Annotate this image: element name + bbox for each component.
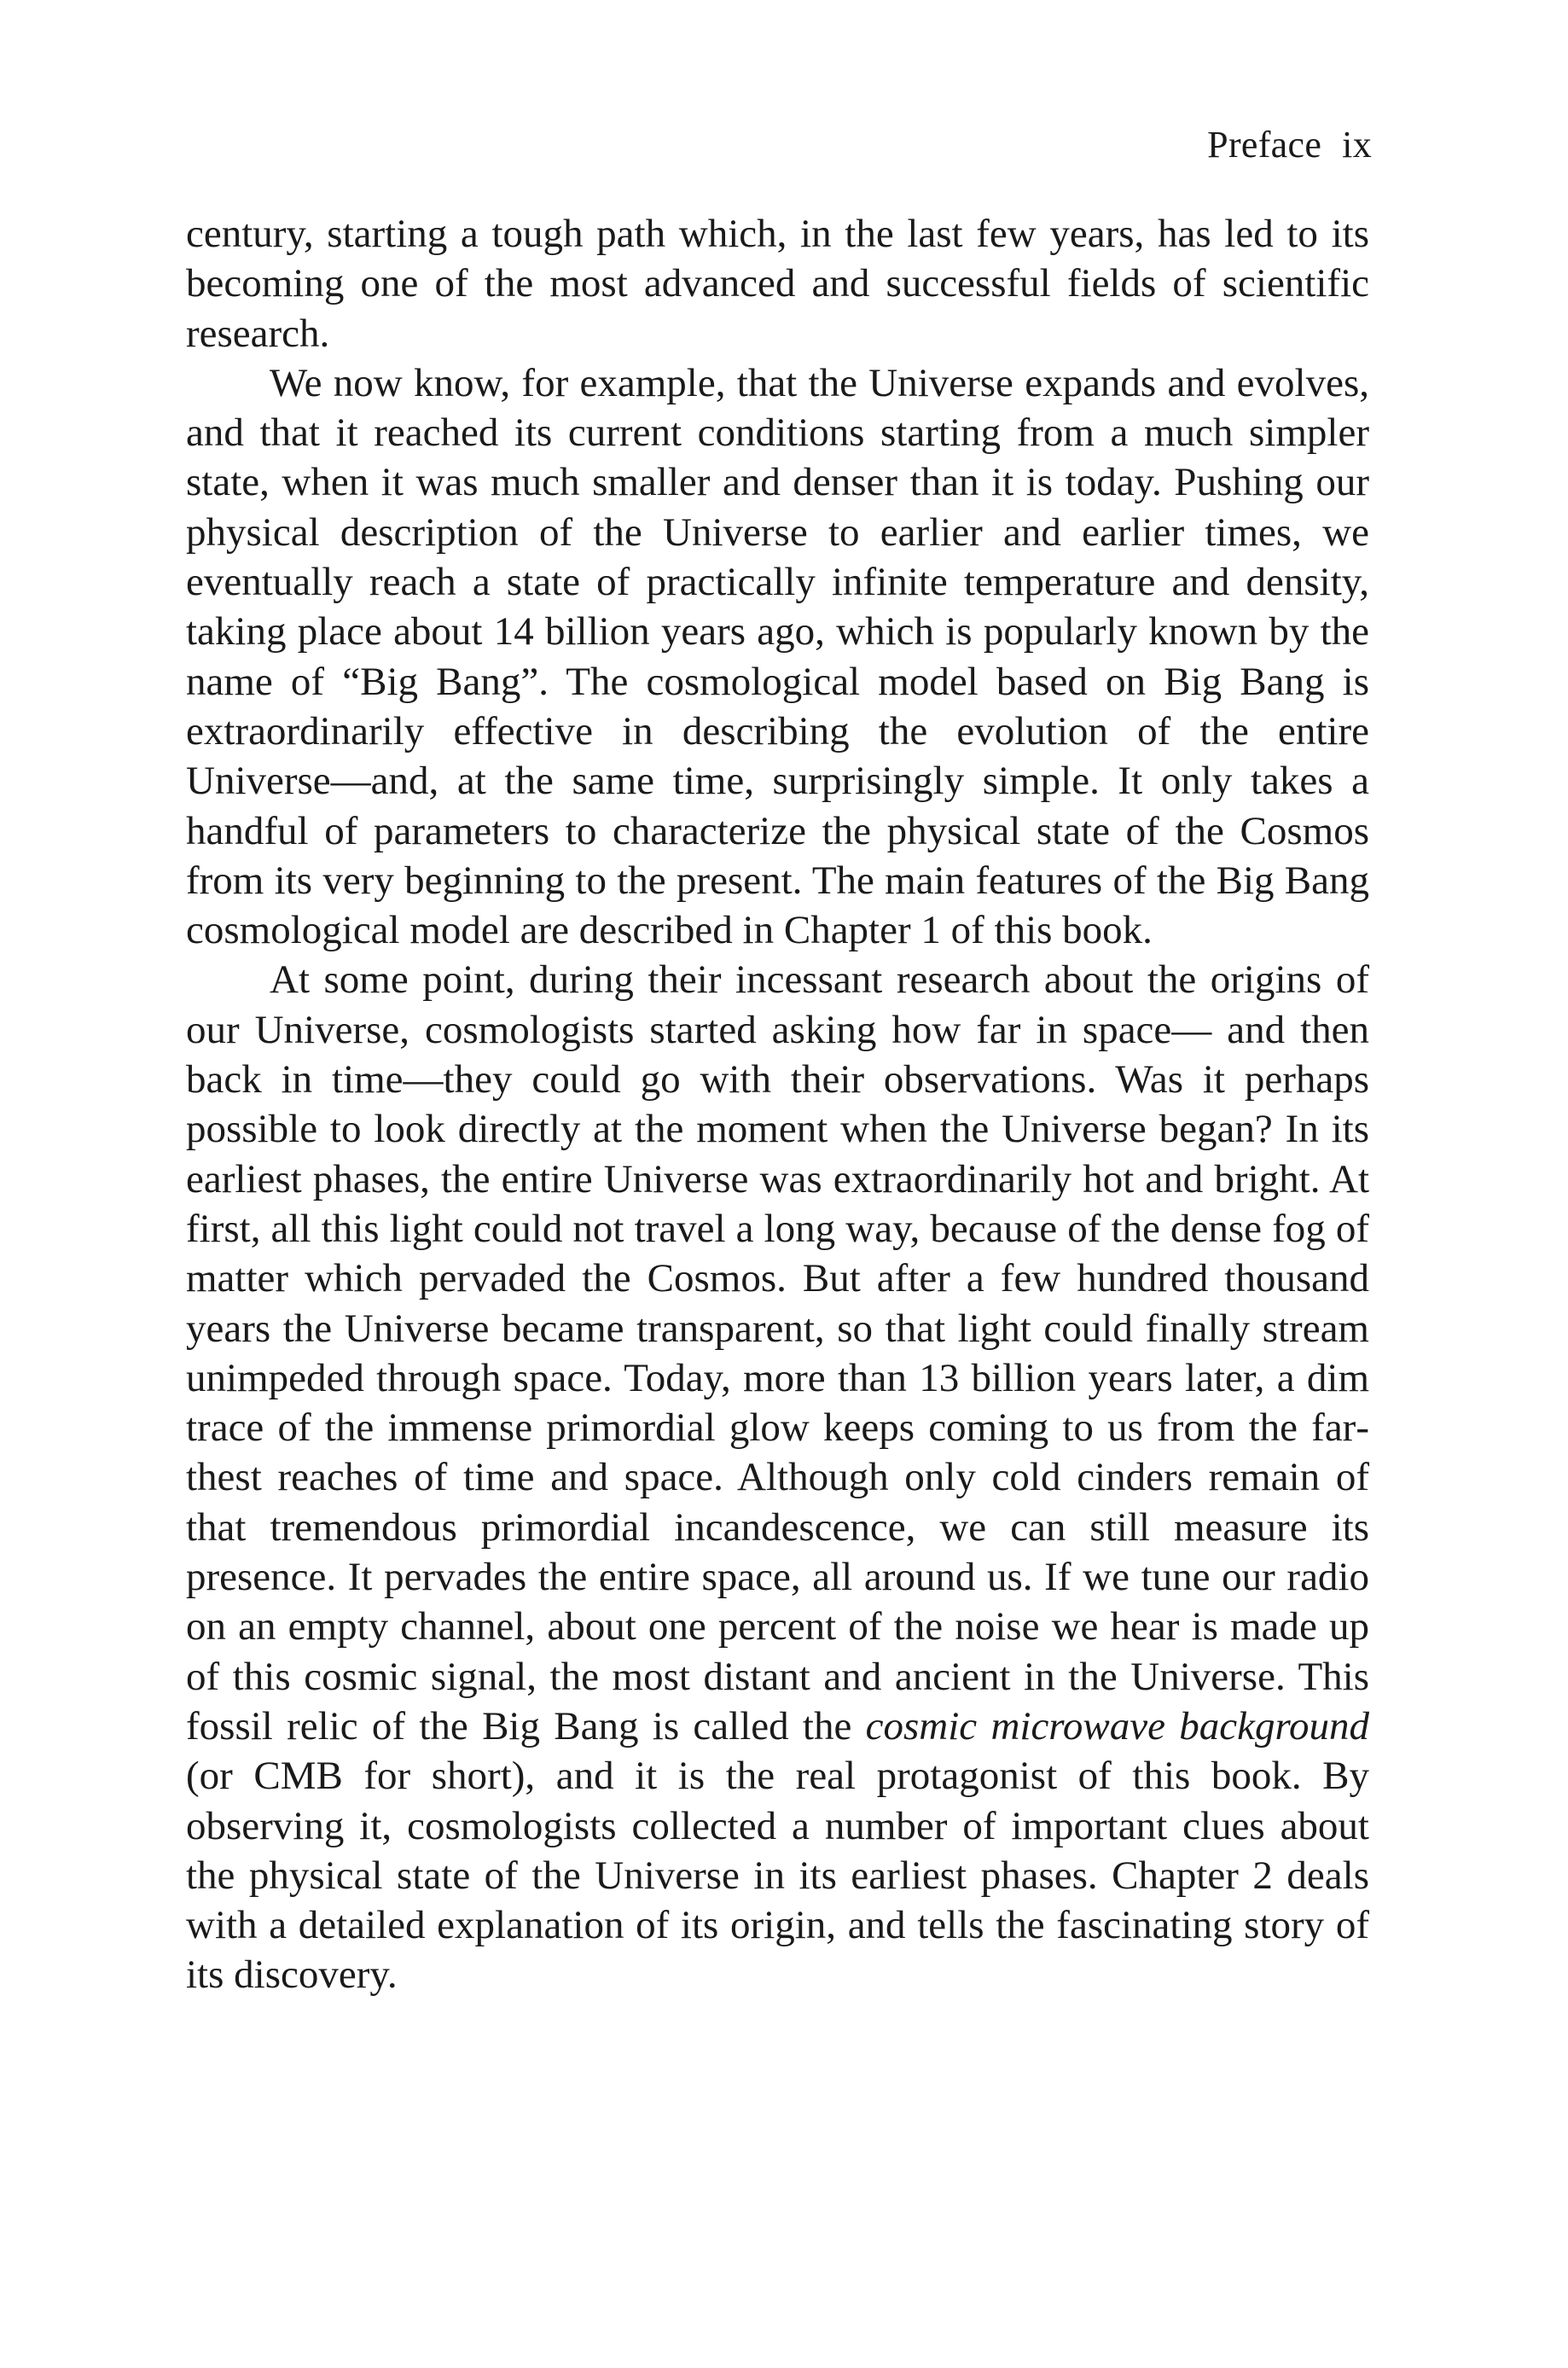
running-head [1207,126,1372,164]
emphasis-cosmic-microwave-background: cosmic microwave background [865,1703,1369,1748]
paragraph-text-before-emphasis: At some point, during their incessant research about the origins of our Universe, cosmologists started asking how far in space— and then back in time—they could go with their observations. Was it perhaps possible to look directly at the moment when the Universe began? In its earliest phases, the entire Universe was extraordinarily hot and bright. At first, all this light could not travel a long way, because of the dense fog of matter which pervaded the Cosmos. But after a few hundred thousand years the Universe became transparent, so that light could finally stream unimpeded through space. Today, more than 13 billion years later, a dim trace of the immense primordial glow keeps coming to us from the farthest reaches of time and space. Although only cold cinders remain of that tremendous primordial incandescence, we can still measure its presence. It pervades the entire space, all around us. If we tune our radio on an empty channel, about one percent of the noise we hear is made up of this cosmic signal, the most distant and ancient in the Universe. This fossil relic of the Big Bang is called the [186,957,1369,1748]
paragraph-continuation: century, starting a tough path which, in the last few years, has led to its becoming one of the most advanced and successful fields of scientific research. [186,212,1369,356]
body-text [186,209,1369,2000]
page-number: ix [1342,124,1372,166]
running-head-title: Preface [1207,124,1322,166]
paragraph-cmb-introduction [186,955,1369,1999]
paragraph-universe-expands: We now know, for example, that the Universe expands and evolves, and that it reached its current conditions starting from a much simpler state, when it was much smaller and denser than it is today. Pushing our physical description of the Universe to earlier and earlier times, we eventually reach a state of practically infinite temperature and density, taking place about 14 billion years ago, which is popularly known by the name of “Big Bang”. The cosmological model based on Big Bang is extraordinarily effective in describing the evolution of the entire Universe—and, at the same time, surprisingly simple. It only takes a handful of parameters to characterize the physical state of the Cosmos from its very beginning to the present. The main features of the Big Bang cosmological model are described in Chapter 1 of this book. [186,360,1369,953]
paragraph-text-after-emphasis: (or CMB for short), and it is the real protagonist of this book. By observing it, cosmologists collected a number of important clues about the physical state of the Universe in its earliest phases. Chapter 2 deals with a detailed explanation of its origin, and tells the fascinating story of its discovery. [186,1754,1369,1998]
